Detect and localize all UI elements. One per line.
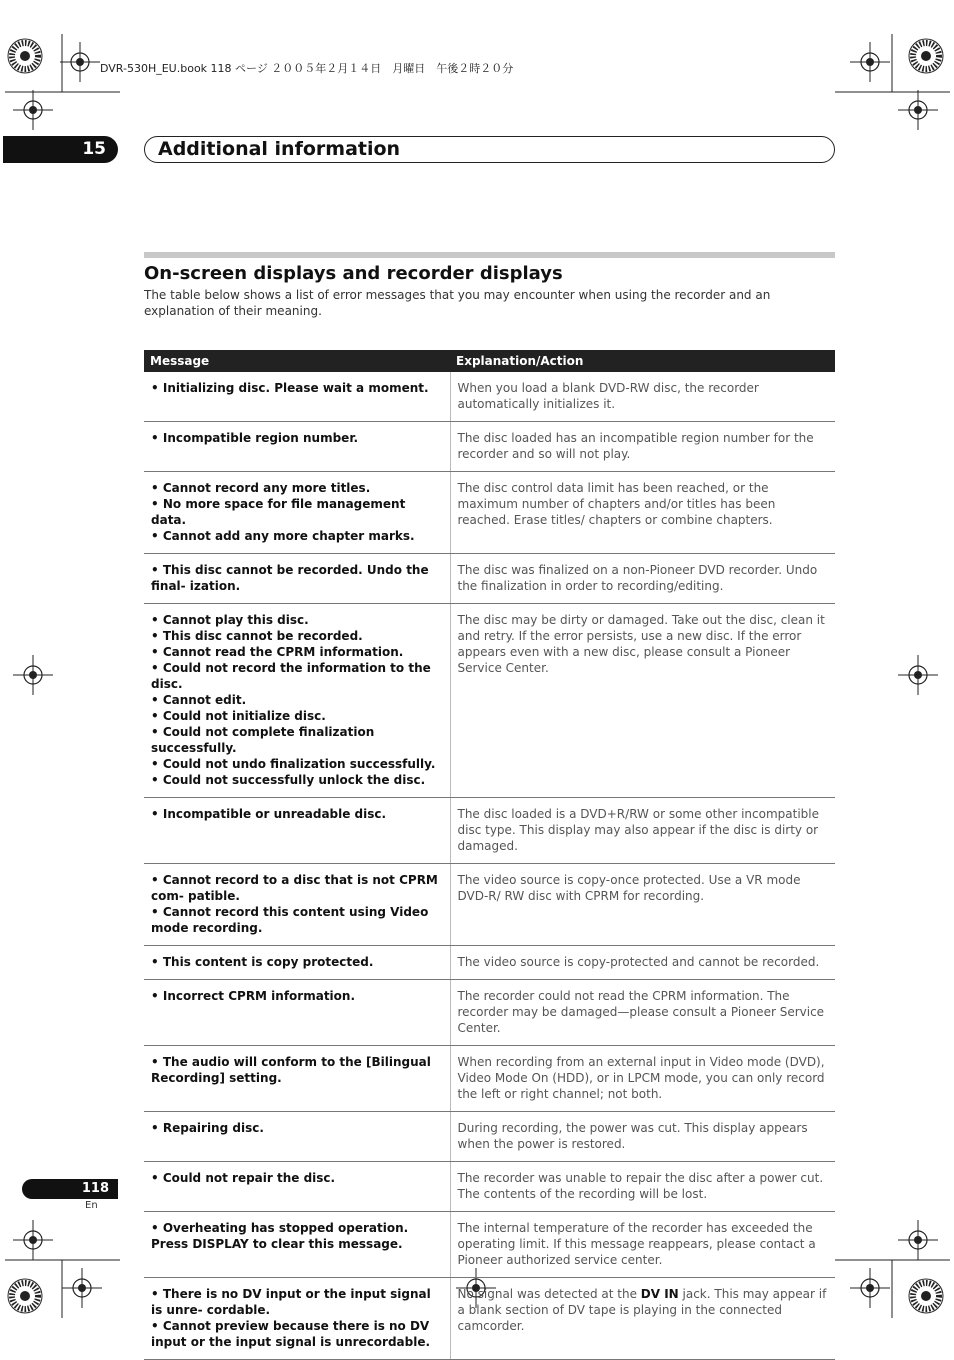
section-intro: The table below shows a list of error messages that you may encounter when using the recorder and an explanation of their meaning. bbox=[144, 288, 771, 318]
explanation-text: No signal was detected at the bbox=[457, 1287, 641, 1301]
table-row bbox=[144, 422, 835, 472]
explanation-cell: The disc may be dirty or damaged. Take out the disc, clean it and retry. If the error persists, use a new disc. If the error appears even with a new disc, please consult a Pioneer Service Center. bbox=[450, 604, 835, 798]
explanation-cell: The recorder was unable to repair the disc after a power cut. The contents of the recording will be lost. bbox=[450, 1162, 835, 1212]
message-text: • Cannot edit. bbox=[151, 693, 247, 707]
message-text: • The audio will conform to the [Bilingual Recording] setting. bbox=[151, 1055, 431, 1085]
table-row bbox=[144, 1112, 835, 1162]
chapter-number: 15 bbox=[3, 136, 118, 163]
message-text: • Cannot add any more chapter marks. bbox=[151, 529, 415, 543]
explanation-cell: The disc was finalized on a non-Pioneer DVD recorder. Undo the finalization in order to recording/editing. bbox=[450, 554, 835, 604]
message-cell bbox=[144, 798, 450, 864]
message-text: • Incorrect CPRM information. bbox=[151, 989, 356, 1003]
message-text: • Cannot record to a disc that is not CPRM com- patible. bbox=[151, 873, 438, 903]
message-text: • Overheating has stopped operation. bbox=[151, 1221, 409, 1235]
message-text: • This disc cannot be recorded. bbox=[151, 629, 363, 643]
message-text: • This disc cannot be recorded. Undo the final- ization. bbox=[151, 563, 429, 593]
message-text: • Could not undo finalization successfully. bbox=[151, 757, 436, 771]
message-text: • Cannot read the CPRM information. bbox=[151, 645, 404, 659]
message-text: • Could not initialize disc. bbox=[151, 709, 326, 723]
message-cell bbox=[144, 604, 450, 798]
message-text: • Repairing disc. bbox=[151, 1121, 264, 1135]
table-row bbox=[144, 1162, 835, 1212]
message-text: • Could not repair the disc. bbox=[151, 1171, 336, 1185]
message-text: • Could not record the information to the disc. bbox=[151, 661, 431, 691]
message-cell bbox=[144, 372, 450, 422]
table-row bbox=[144, 554, 835, 604]
message-text: • Could not successfully unlock the disc. bbox=[151, 773, 426, 787]
table-row bbox=[144, 864, 835, 946]
table-row bbox=[144, 472, 835, 554]
page-language: En bbox=[85, 1200, 98, 1211]
message-text: • Cannot record any more titles. bbox=[151, 481, 371, 495]
message-text: • There is no DV input or the input signal is unre- cordable. bbox=[151, 1287, 431, 1317]
message-text: • This content is copy protected. bbox=[151, 955, 374, 969]
explanation-cell: The disc loaded has an incompatible region number for the recorder and so will not play. bbox=[450, 422, 835, 472]
chapter-title: Additional information bbox=[144, 136, 835, 163]
message-text: • Incompatible region number. bbox=[151, 431, 359, 445]
message-cell bbox=[144, 1278, 450, 1360]
explanation-cell: The video source is copy-once protected. Use a VR mode DVD-R/ RW disc with CPRM for recording. bbox=[450, 864, 835, 946]
table-row bbox=[144, 1046, 835, 1112]
table-row bbox=[144, 1278, 835, 1360]
explanation-cell: The internal temperature of the recorder has exceeded the operating limit. If this message reappears, please contact a Pioneer authorized service center. bbox=[450, 1212, 835, 1278]
table-row bbox=[144, 946, 835, 980]
section-divider bbox=[144, 252, 835, 258]
explanation-cell: The recorder could not read the CPRM information. The recorder may be damaged—please consult a Pioneer Service Center. bbox=[450, 980, 835, 1046]
message-cell bbox=[144, 1162, 450, 1212]
message-cell bbox=[144, 864, 450, 946]
table-row bbox=[144, 604, 835, 798]
message-cell bbox=[144, 1046, 450, 1112]
page-number: 118 bbox=[22, 1179, 118, 1199]
message-text: • No more space for file management data. bbox=[151, 497, 406, 527]
explanation-cell: The disc control data limit has been reached, or the maximum number of chapters and/or titles has been reached. Erase titles/ chapters or combine chapters. bbox=[450, 472, 835, 554]
explanation-cell: The video source is copy-protected and cannot be recorded. bbox=[450, 946, 835, 980]
explanation-cell: The disc loaded is a DVD+R/RW or some other incompatible disc type. This display may also appear if the disc is dirty or damaged. bbox=[450, 798, 835, 864]
message-cell bbox=[144, 1212, 450, 1278]
message-text: Press DISPLAY to clear this message. bbox=[151, 1237, 403, 1251]
message-cell bbox=[144, 980, 450, 1046]
message-cell bbox=[144, 1112, 450, 1162]
section-title: On-screen displays and recorder displays bbox=[144, 263, 563, 284]
message-text: • Cannot preview because there is no DV input or the input signal is unrecordable. bbox=[151, 1319, 431, 1349]
message-cell bbox=[144, 554, 450, 604]
column-header-message: Message bbox=[144, 350, 450, 372]
error-message-table bbox=[144, 350, 835, 1360]
jack-name: DV IN bbox=[640, 1287, 679, 1301]
explanation-cell bbox=[450, 1278, 835, 1360]
print-header: DVR-530H_EU.book 118 ページ ２００５年２月１４日 月曜日 午後２時２０分 bbox=[100, 62, 514, 75]
message-text: • Cannot play this disc. bbox=[151, 613, 309, 627]
message-text: • Incompatible or unreadable disc. bbox=[151, 807, 387, 821]
table-row bbox=[144, 980, 835, 1046]
explanation-cell: When you load a blank DVD-RW disc, the recorder automatically initializes it. bbox=[450, 372, 835, 422]
table-body bbox=[144, 372, 835, 1360]
message-cell bbox=[144, 946, 450, 980]
explanation-cell: When recording from an external input in Video mode (DVD), Video Mode On (HDD), or in LPCM mode, you can only record the left or right channel; not both. bbox=[450, 1046, 835, 1112]
message-text: • Initializing disc. Please wait a moment. bbox=[151, 381, 429, 395]
table-row bbox=[144, 372, 835, 422]
explanation-text: jack. This may appear if a blank section of DV tape is playing in the connected camcorder. bbox=[457, 1287, 827, 1333]
message-text: • Could not complete finalization successfully. bbox=[151, 725, 375, 755]
explanation-cell: During recording, the power was cut. This display appears when the power is restored. bbox=[450, 1112, 835, 1162]
table-row bbox=[144, 1212, 835, 1278]
column-header-explanation: Explanation/Action bbox=[450, 350, 835, 372]
table-header-row bbox=[144, 350, 835, 372]
message-cell bbox=[144, 472, 450, 554]
message-text: • Cannot record this content using Video mode recording. bbox=[151, 905, 429, 935]
table-row bbox=[144, 798, 835, 864]
message-cell bbox=[144, 422, 450, 472]
